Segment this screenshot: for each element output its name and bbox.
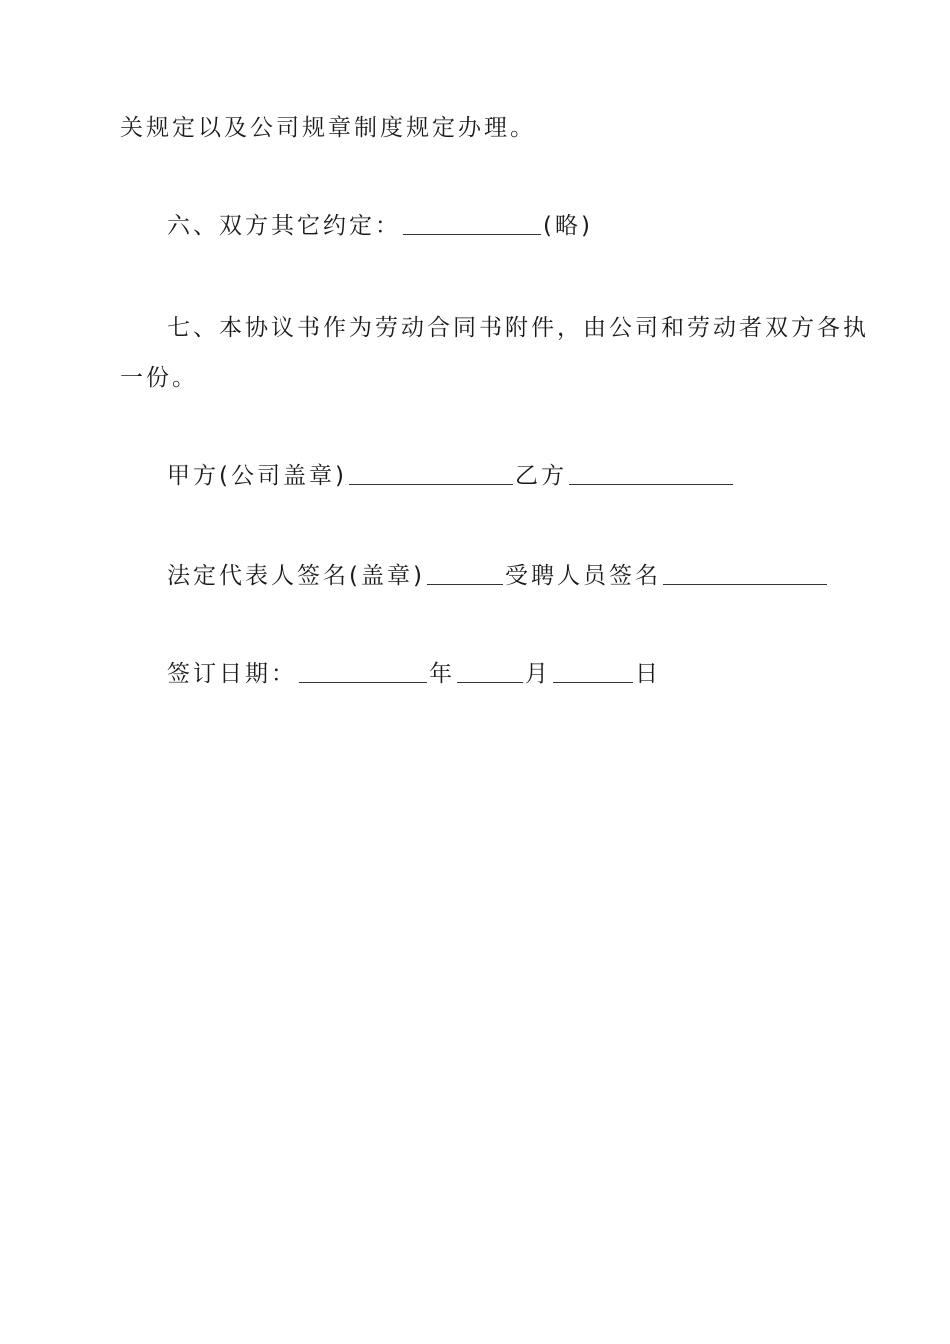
date-label: 签订日期：	[167, 661, 297, 687]
clause-seven-line-2	[120, 364, 198, 392]
party-b-label: 乙方	[514, 463, 567, 489]
legal-rep-label: 法定代表人签名(盖章)	[167, 563, 425, 589]
year-label: 年	[429, 661, 455, 687]
month-label: 月	[525, 661, 551, 687]
year-blank[interactable]	[299, 664, 427, 683]
paragraph-continuation	[120, 114, 536, 142]
clause-seven-line-1	[167, 314, 869, 342]
month-blank[interactable]	[457, 664, 523, 683]
clause-six-suffix: (略)	[543, 213, 593, 239]
clause-six	[167, 212, 593, 240]
employee-label: 受聘人员签名	[504, 563, 661, 589]
day-label: 日	[635, 661, 661, 687]
party-a-blank[interactable]	[349, 466, 513, 485]
day-blank[interactable]	[553, 664, 633, 683]
employee-blank[interactable]	[663, 566, 827, 585]
legal-rep-blank[interactable]	[427, 566, 503, 585]
clause-six-label: 六、双方其它约定：	[167, 213, 401, 239]
party-signature-row	[167, 462, 735, 490]
representative-signature-row	[167, 562, 829, 590]
party-b-blank[interactable]	[569, 466, 733, 485]
signing-date-row	[167, 660, 661, 688]
party-a-label: 甲方(公司盖章)	[167, 463, 347, 489]
clause-seven-text: 七、本协议书作为劳动合同书附件，由公司和劳动者双方各执	[167, 315, 869, 341]
paragraph-text: 关规定以及公司规章制度规定办理。	[120, 115, 536, 141]
clause-seven-text-cont: 一份。	[120, 365, 198, 391]
clause-six-blank[interactable]	[403, 216, 541, 235]
